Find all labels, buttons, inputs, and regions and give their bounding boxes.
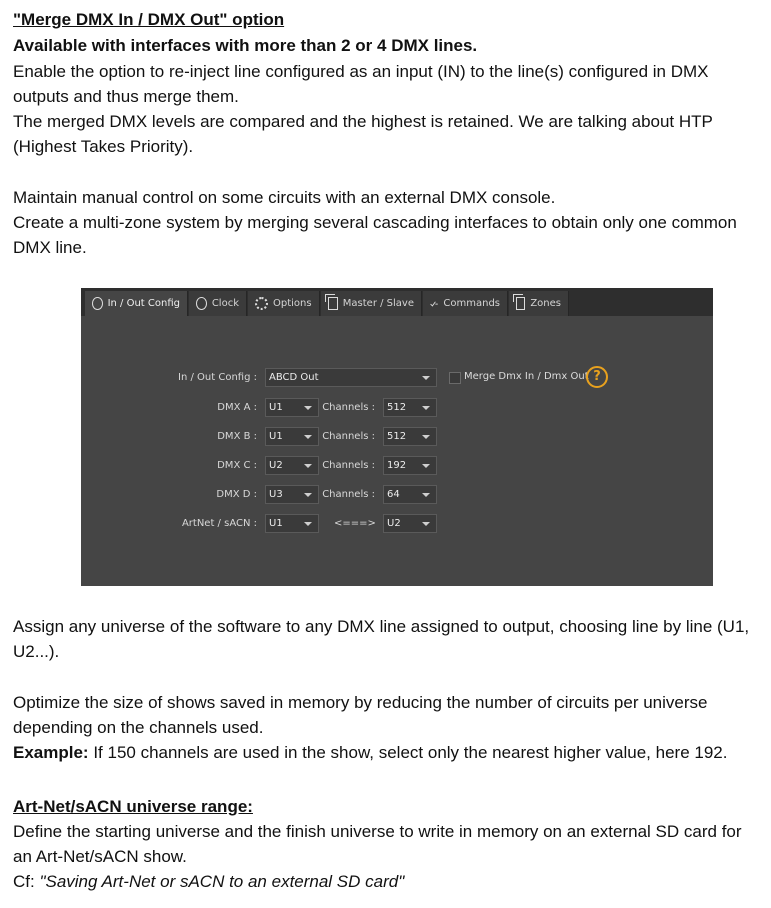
dmx-c-universe-select[interactable] [265, 456, 319, 475]
dmx-d-label: DMX D : [216, 489, 257, 500]
tab-label: Master / Slave [342, 298, 414, 309]
dmx-d-channels-value: 64 [387, 489, 400, 500]
dmx-b-universe-value: U1 [269, 431, 283, 442]
dmx-connector-icon [92, 297, 103, 310]
clock-icon [196, 297, 207, 310]
example-text: If 150 channels are used in the show, select only the nearest higher value, here 192. [88, 743, 728, 762]
chevron-down-icon [304, 493, 312, 497]
merge-dmx-checkbox[interactable] [449, 372, 461, 384]
tab-commands[interactable] [423, 291, 508, 316]
chevron-down-icon [304, 522, 312, 526]
range-arrow: <===> [334, 518, 376, 529]
windows-icon [328, 297, 338, 310]
paragraph-assign-universe: Assign any universe of the software to any DMX line assigned to output, choosing line by line (U1, U2...). [13, 617, 750, 661]
tab-options[interactable] [248, 291, 320, 316]
artnet-end-value: U2 [387, 518, 401, 529]
tab-in-out-config[interactable] [85, 291, 188, 316]
paragraph-example [13, 740, 765, 765]
artnet-end-select[interactable] [383, 514, 437, 533]
in-out-config-label: In / Out Config : [178, 372, 257, 383]
merge-dmx-label: Merge Dmx In / Dmx Out [464, 371, 589, 382]
cf-link-text: "Saving Art-Net or sACN to an external SD card" [39, 872, 405, 891]
paragraph-multizone: Create a multi-zone system by merging several cascading interfaces to obtain only one common DMX line. [13, 213, 737, 257]
help-icon[interactable]: ? [586, 366, 608, 388]
merge-availability: Available with interfaces with more than 2 or 4 DMX lines. [13, 36, 478, 55]
chevron-down-icon [422, 493, 430, 497]
paragraph-manual-control: Maintain manual control on some circuits with an external DMX console. [13, 188, 556, 207]
dmx-a-universe-select[interactable] [265, 398, 319, 417]
tab-label: Options [273, 298, 312, 309]
dmx-b-universe-select[interactable] [265, 427, 319, 446]
example-label: Example: [13, 743, 89, 762]
dmx-b-channels-label: Channels : [322, 431, 375, 442]
tab-label: Zones [530, 298, 561, 309]
dmx-d-universe-value: U3 [269, 489, 283, 500]
chevron-down-icon [422, 376, 430, 380]
chevron-down-icon [422, 406, 430, 410]
tab-zones[interactable] [509, 291, 569, 316]
zones-icon [516, 297, 525, 310]
paragraph-htp: The merged DMX levels are compared and the highest is retained. We are talking about HTP (Highest Takes Priority). [13, 112, 713, 156]
artnet-start-value: U1 [269, 518, 283, 529]
dmx-d-channels-select[interactable] [383, 485, 437, 504]
artnet-sacn-label: ArtNet / sACN : [181, 518, 257, 529]
dmx-c-channels-select[interactable] [383, 456, 437, 475]
dmx-b-label: DMX B : [217, 431, 257, 442]
dmx-c-channels-value: 192 [387, 460, 407, 471]
tab-label: In / Out Config [107, 298, 180, 309]
chevron-down-icon [304, 435, 312, 439]
tab-master-slave[interactable] [321, 291, 422, 316]
chevron-down-icon [304, 406, 312, 410]
dmx-c-universe-value: U2 [269, 460, 283, 471]
tab-label: Commands [443, 298, 500, 309]
dmx-d-channels-label: Channels : [322, 489, 375, 500]
in-out-config-select[interactable] [265, 368, 437, 387]
merge-heading: "Merge DMX In / DMX Out" option [13, 10, 285, 29]
commands-icon [430, 297, 438, 310]
dmx-a-universe-value: U1 [269, 402, 283, 413]
cf-label: Cf: [13, 872, 40, 891]
dmx-a-label: DMX A : [217, 402, 257, 413]
paragraph-cf [13, 869, 404, 894]
dmx-a-channels-value: 512 [387, 402, 407, 413]
gear-icon [255, 297, 268, 310]
chevron-down-icon [422, 435, 430, 439]
dmx-c-channels-label: Channels : [322, 460, 375, 471]
paragraph-merge-enable: Enable the option to re-inject line configured as an input (IN) to the line(s) configured in DMX outputs and thus merge them. [13, 62, 709, 106]
artnet-heading: Art-Net/sACN universe range: [13, 797, 253, 816]
config-screenshot [81, 288, 713, 586]
dmx-c-label: DMX C : [217, 460, 257, 471]
dmx-a-channels-label: Channels : [322, 402, 375, 413]
paragraph-optimize: Optimize the size of shows saved in memory by reducing the number of circuits per universe depending on the channels used. [13, 693, 708, 737]
tab-bar [81, 288, 713, 316]
dmx-d-universe-select[interactable] [265, 485, 319, 504]
chevron-down-icon [304, 464, 312, 468]
chevron-down-icon [422, 522, 430, 526]
chevron-down-icon [422, 464, 430, 468]
dmx-b-channels-select[interactable] [383, 427, 437, 446]
tab-clock[interactable] [189, 291, 247, 316]
artnet-start-select[interactable] [265, 514, 319, 533]
dmx-b-channels-value: 512 [387, 431, 407, 442]
dmx-a-channels-select[interactable] [383, 398, 437, 417]
tab-label: Clock [211, 298, 239, 309]
paragraph-artnet-range: Define the starting universe and the finish universe to write in memory on an external SD card for an Art-Net/sACN show. [13, 822, 742, 866]
in-out-config-value: ABCD Out [269, 372, 319, 383]
